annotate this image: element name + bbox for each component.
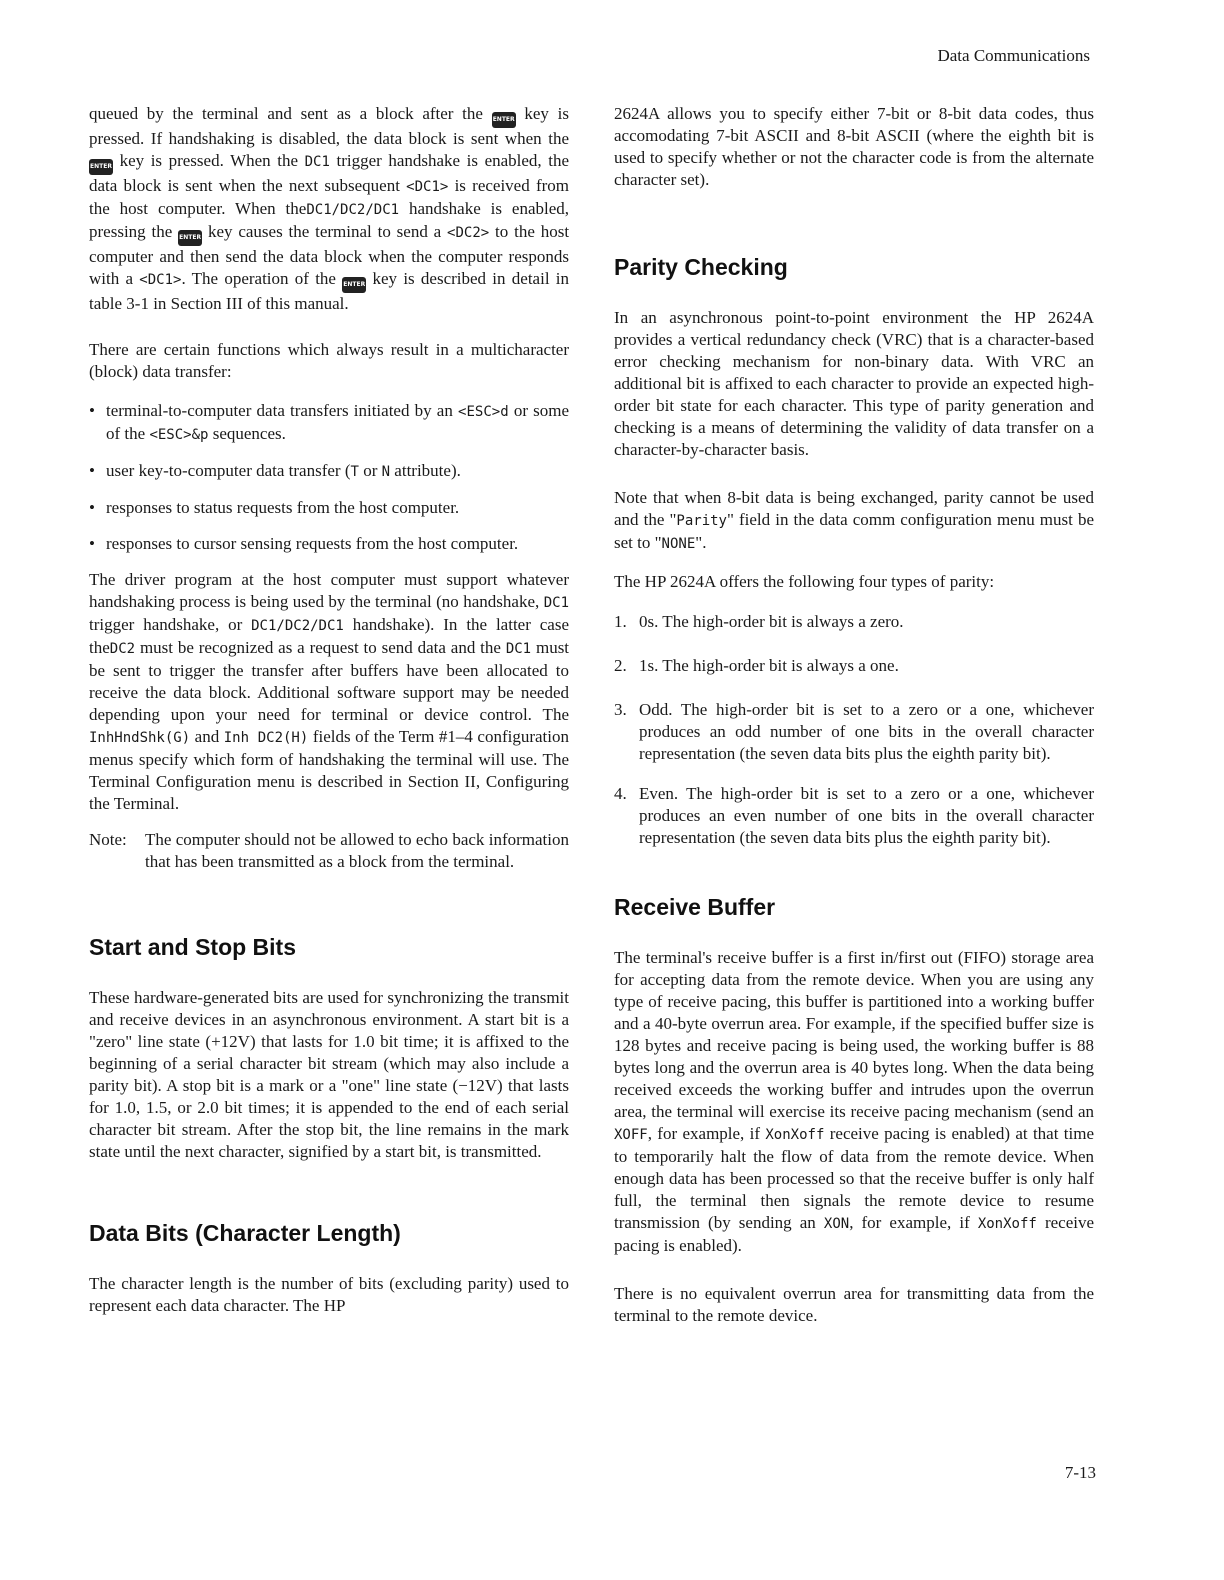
list-text: 0s. The high-order bit is always a zero. xyxy=(639,612,904,631)
list-number: 3. xyxy=(614,700,627,719)
text: ". xyxy=(695,533,707,552)
list-item xyxy=(614,655,1094,677)
code-dc2: <DC2> xyxy=(447,225,490,241)
text: is received from the host computer. When the xyxy=(89,176,570,218)
code-xon: XON xyxy=(823,1216,850,1232)
list-item: • responses to cursor sensing requests from the host computer. xyxy=(89,533,569,555)
running-header: Data Communications xyxy=(937,46,1090,65)
enter-key-icon: ENTER xyxy=(492,112,516,128)
code-xonxoff: XonXoff xyxy=(765,1127,825,1143)
heading-receive-buffer: Receive Buffer xyxy=(614,894,776,920)
heading-start-stop-bits: Start and Stop Bits xyxy=(89,934,297,960)
code-dc1-dc2-dc1: DC1/DC2/DC1 xyxy=(251,618,344,634)
text: key causes the terminal to send a xyxy=(207,222,442,241)
heading-data-bits: Data Bits (Character Length) xyxy=(89,1220,401,1246)
list-text: 1s. The high-order bit is always a one. xyxy=(639,656,899,675)
text: " field in the data comm configuration menu must be set to " xyxy=(614,510,1094,552)
enter-key-icon: ENTER xyxy=(89,159,113,175)
code-xonxoff: XonXoff xyxy=(977,1216,1037,1232)
list-item: • responses to status requests from the host computer. xyxy=(89,497,569,519)
list-item xyxy=(614,611,1094,633)
paragraph-start-stop-bits: These hardware-generated bits are used for synchronizing the transmit and receive devices in an asynchronous environment. A start bit is a "zero" line state (+12V) that lasts for 1.0 bit time; it is affixed to the beginning of a serial character bit stream (which may also include a parity bit). A stop bit is a mark or a "one" line state (−12V) that lasts for 1.0, 1.5, or 2.0 bit times; it is appended to the end of each serial character bit stream. After the stop bit, the line remains in the mark state until the next character, signified by a start bit, is transmitted. xyxy=(89,988,569,1161)
code-dc1: DC1 xyxy=(505,641,532,657)
paragraph-block-transfer: There are certain functions which always result in a multicharacter (block) data transfer: xyxy=(89,340,569,381)
paragraph-enter-key xyxy=(89,103,569,315)
code-dc1: DC1 xyxy=(304,154,330,170)
list-number: 2. xyxy=(614,656,627,675)
code-dc1: <DC1> xyxy=(139,272,182,288)
paragraph-driver-program xyxy=(89,569,569,815)
text: and xyxy=(194,727,220,746)
text: Note that when 8-bit data is being exchanged, parity cannot be used and the " xyxy=(614,488,1094,529)
code-none: NONE xyxy=(661,536,696,552)
note-text: The computer should not be allowed to echo back information that has been transmitted as a block from the terminal. xyxy=(145,830,569,871)
text: The driver program at the host computer must support whatever handshaking process is being used by the terminal (no handshake, xyxy=(89,570,569,611)
list-text: Even. The high-order bit is set to a zero or a one, whichever produces an even number of one bits in the overall character representation (the seven data bits plus the eighth parity bit). xyxy=(639,784,1094,847)
heading-parity-checking: Parity Checking xyxy=(614,254,788,280)
text: attribute). xyxy=(394,461,461,480)
text: key is pressed. When the xyxy=(119,151,299,170)
note-label: Note: xyxy=(89,830,127,849)
text: handshake is enabled, pressing the xyxy=(89,199,570,241)
text: receive pacing is enabled) at that time to temporarily halt the flow of data from the remote device. When enough data has been processed so that the receive buffer is only half full, the terminal then signals the remote device to resume transmission (by sending an xyxy=(614,1124,1094,1232)
paragraph-parity-note xyxy=(614,487,1094,555)
text: queued by the terminal and sent as a block after the xyxy=(89,104,483,123)
text: fields of the Term #1–4 configuration menus specify which form of handshaking the terminal will use. The Terminal Configuration menu is described in Section II, Configuring the Terminal. xyxy=(89,727,569,813)
page-number: 7-13 xyxy=(1064,1463,1096,1482)
code-inh-dc2: Inh DC2(H) xyxy=(223,730,309,746)
code-esc-d: <ESC>d xyxy=(458,404,509,420)
paragraph-data-codes: 2624A allows you to specify either 7-bit or 8-bit data codes, thus accomodating 7-bit ASCII and 8-bit ASCII (where the eighth bit is used to specify whether or not the character code is from the alternate character set). xyxy=(614,104,1094,189)
code-dc1: <DC1> xyxy=(406,179,449,195)
text: must be sent to trigger the transfer after buffers have been allocated to receive the data block. Additional software support may be needed depending upon your need for terminal or device control. The xyxy=(89,638,570,724)
enter-key-icon: ENTER xyxy=(178,230,202,246)
paragraph-parity-types: The HP 2624A offers the following four types of parity: xyxy=(614,572,995,591)
list-item xyxy=(89,400,569,446)
list-item xyxy=(614,699,1094,765)
code-inhhndshk: InhHndShk(G) xyxy=(89,730,191,746)
text: , for example, if xyxy=(849,1213,970,1232)
note xyxy=(89,829,569,873)
paragraph-receive-buffer xyxy=(614,947,1094,1257)
text: trigger handshake is enabled, the data block is sent when the next subsequent xyxy=(89,151,570,195)
enter-key-icon: ENTER xyxy=(342,277,366,293)
text: trigger handshake, or xyxy=(89,615,243,634)
list-text: Odd. The high-order bit is set to a zero or a one, whichever produces an odd number of one bits in the overall character representation (the seven data bits plus the eighth parity bit). xyxy=(639,700,1094,763)
list-item xyxy=(89,460,569,483)
list-item xyxy=(614,783,1094,849)
text: , for example, if xyxy=(647,1124,761,1143)
code-esc-p: <ESC>&p xyxy=(149,427,209,443)
code-dc1: DC1 xyxy=(543,595,570,611)
code-xoff: XOFF xyxy=(614,1127,648,1143)
code-t: T xyxy=(350,464,359,480)
text: receive pacing is enabled). xyxy=(614,1213,1095,1255)
text: handshake). In the latter case the xyxy=(89,615,570,657)
right-column xyxy=(614,103,1094,1327)
text: or some of the xyxy=(106,401,570,443)
text: key is described in detail in table 3-1 in Section III of this manual. xyxy=(89,269,570,313)
paragraph-parity-vrc: In an asynchronous point-to-point environment the HP 2624A provides a vertical redundancy check (VRC) that is a character-based error checking mechanism for non-binary data. With VRC an additional bit is affixed to each character to provide an expected high-order bit state for each character. This type of parity generation and checking is a means of determining the validity of data transfer on a character-by-character basis. xyxy=(614,308,1094,459)
text: or xyxy=(363,461,378,480)
text: key is pressed. If handshaking is disabled, the data block is sent when the xyxy=(89,104,569,148)
list-number: 4. xyxy=(614,784,627,803)
text: terminal-to-computer data transfers initiated by an xyxy=(106,401,453,420)
parity-types-list xyxy=(614,611,1094,849)
paragraph-data-bits: The character length is the number of bits (excluding parity) used to represent each data character. The HP xyxy=(89,1274,569,1315)
text: to the host computer and then send the data block when the computer responds with a xyxy=(89,222,570,288)
code-n: N xyxy=(381,464,391,480)
text: user key-to-computer data transfer ( xyxy=(106,461,351,480)
text: sequences. xyxy=(212,424,286,443)
text: The terminal's receive buffer is a first in/first out (FIFO) storage area for accepting data from the remote device. When you are using any type of receive pacing, this buffer is partitioned into a working buffer and a 40-byte overrun area. For example, if the specified buffer size is 128 bytes and receive pacing is being used, the working buffer is 88 bytes long and the overrun area is 40 bytes long. When the data being received exceeds the working buffer and intrudes upon the overrun area, the terminal will exercise its receive pacing mechanism (send an xyxy=(614,948,1094,1121)
code-parity: Parity xyxy=(676,513,727,529)
text: . The operation of the xyxy=(181,269,336,288)
left-column xyxy=(89,103,569,1317)
code-dc1-dc2-dc1: DC1/DC2/DC1 xyxy=(306,202,400,218)
list-number: 1. xyxy=(614,612,627,631)
text: must be recognized as a request to send data and the xyxy=(139,638,501,657)
code-dc2: DC2 xyxy=(109,641,136,657)
paragraph-no-overrun: There is no equivalent overrun area for transmitting data from the terminal to the remote device. xyxy=(614,1284,1094,1325)
block-transfer-list xyxy=(89,400,569,555)
